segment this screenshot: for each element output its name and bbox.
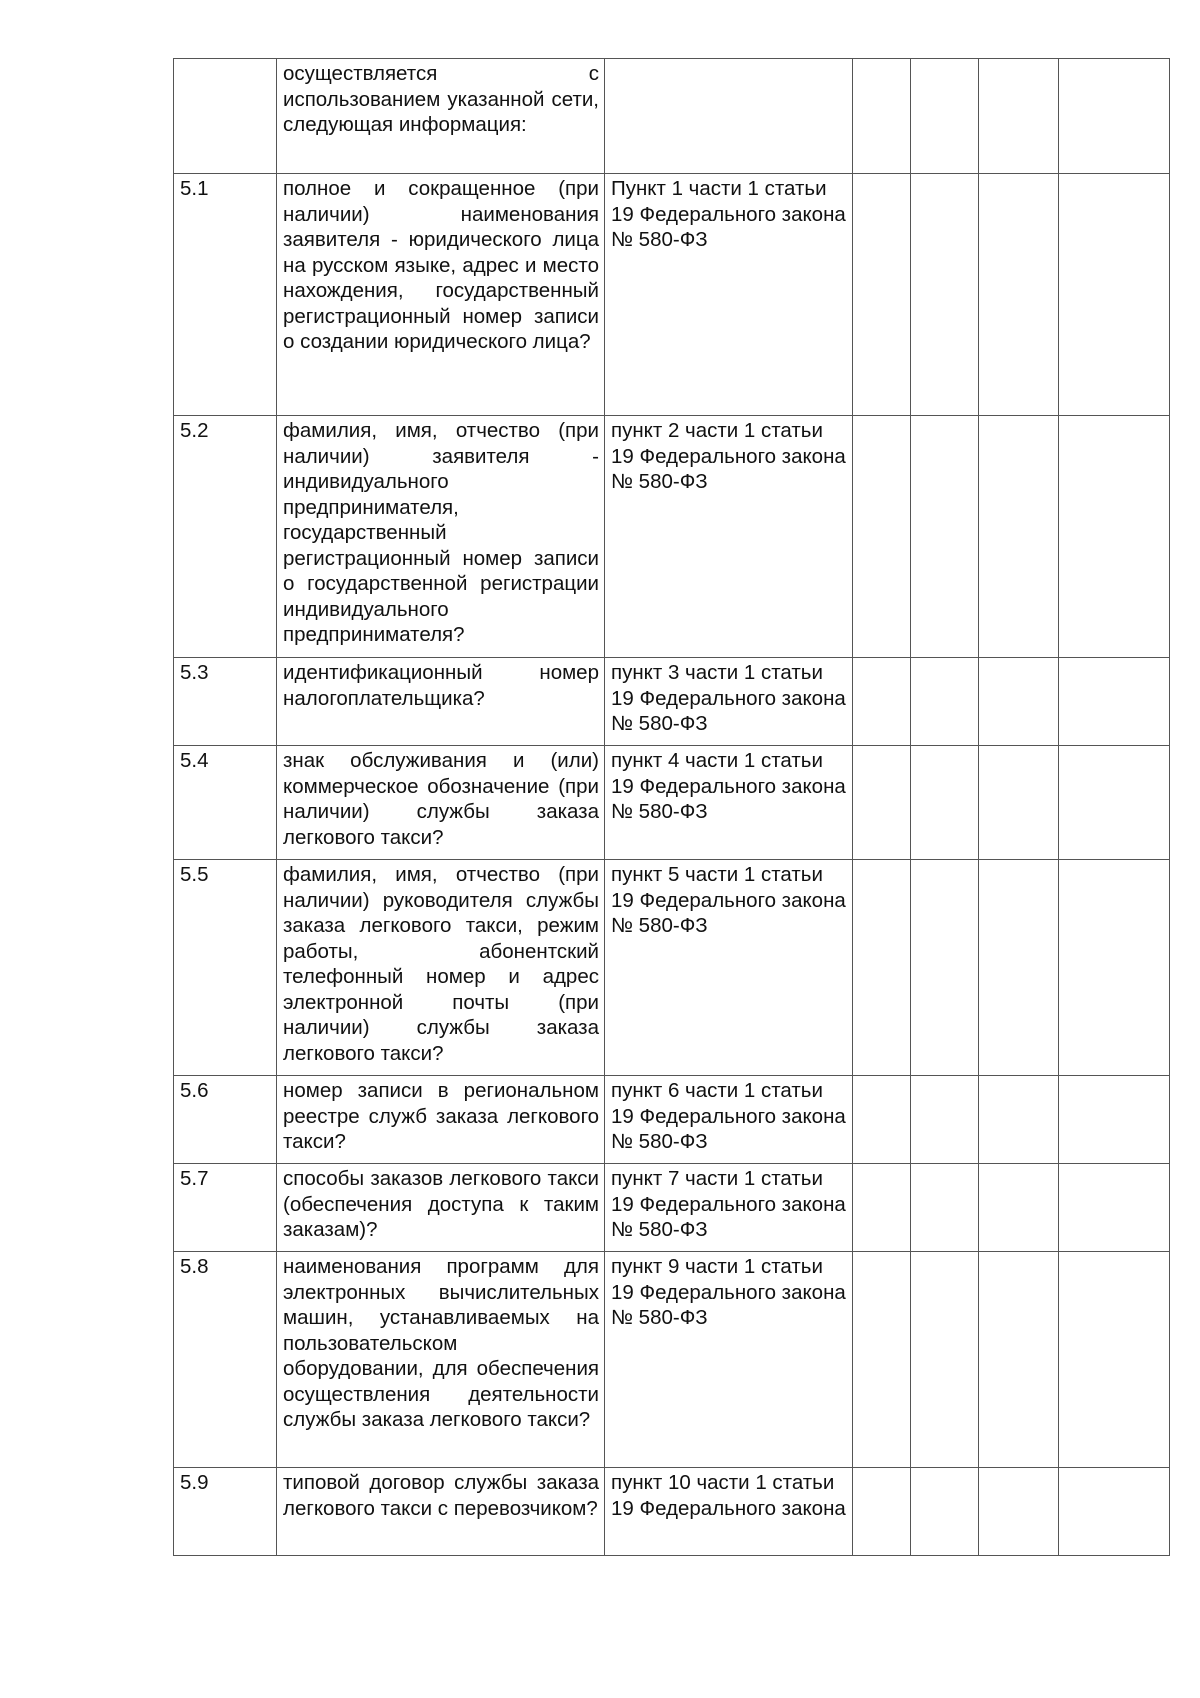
question-text: фамилия, имя, отчество (при наличии) заявителя - индивидуального предпринимателя, государственный регистрационный номер записи о государственной регистрации индивидуального предпринимателя? [277, 416, 605, 658]
legal-reference: пункт 7 части 1 статьи 19 Федерального закона № 580-ФЗ [605, 1164, 853, 1252]
question-text: типовой договор службы заказа легкового такси с перевозчиком? [277, 1468, 605, 1556]
item-number: 5.7 [174, 1164, 277, 1252]
table-row [174, 746, 1170, 860]
answer-cell-na [979, 1076, 1059, 1164]
legal-reference: пункт 4 части 1 статьи 19 Федерального закона № 580-ФЗ [605, 746, 853, 860]
table-row [174, 416, 1170, 658]
item-number [174, 59, 277, 174]
answer-cell-yes [853, 416, 911, 658]
answer-cell-yes [853, 860, 911, 1076]
note-cell [1059, 746, 1170, 860]
note-cell [1059, 416, 1170, 658]
answer-cell-yes [853, 1468, 911, 1556]
item-number: 5.8 [174, 1252, 277, 1468]
legal-reference: пункт 9 части 1 статьи 19 Федерального закона № 580-ФЗ [605, 1252, 853, 1468]
question-text: знак обслуживания и (или) коммерческое обозначение (при наличии) службы заказа легкового такси? [277, 746, 605, 860]
answer-cell-yes [853, 1252, 911, 1468]
answer-cell-no [911, 860, 979, 1076]
answer-cell-yes [853, 1076, 911, 1164]
answer-cell-na [979, 1468, 1059, 1556]
question-text: полное и сокращенное (при наличии) наименования заявителя - юридического лица на русском языке, адрес и место нахождения, государственный регистрационный номер записи о создании юридического лица? [277, 174, 605, 416]
legal-reference [605, 59, 853, 174]
answer-cell-na [979, 416, 1059, 658]
note-cell [1059, 1076, 1170, 1164]
item-number: 5.2 [174, 416, 277, 658]
answer-cell-no [911, 746, 979, 860]
question-text: идентификационный номер налогоплательщика? [277, 658, 605, 746]
legal-reference: пункт 6 части 1 статьи 19 Федерального закона № 580-ФЗ [605, 1076, 853, 1164]
answer-cell-yes [853, 658, 911, 746]
answer-cell-no [911, 658, 979, 746]
answer-cell-na [979, 59, 1059, 174]
answer-cell-na [979, 1252, 1059, 1468]
question-text: наименования программ для электронных вычислительных машин, устанавливаемых на пользовательском оборудовании, для обеспечения осуществления деятельности службы заказа легкового такси? [277, 1252, 605, 1468]
checklist-table [173, 58, 1170, 1556]
note-cell [1059, 1164, 1170, 1252]
legal-reference: пункт 10 части 1 статьи 19 Федерального закона [605, 1468, 853, 1556]
question-text: способы заказов легкового такси (обеспечения доступа к таким заказам)? [277, 1164, 605, 1252]
item-number: 5.9 [174, 1468, 277, 1556]
note-cell [1059, 59, 1170, 174]
question-text: номер записи в региональном реестре служб заказа легкового такси? [277, 1076, 605, 1164]
table-row [174, 1164, 1170, 1252]
note-cell [1059, 174, 1170, 416]
legal-reference: пункт 2 части 1 статьи 19 Федерального закона № 580-ФЗ [605, 416, 853, 658]
table-row [174, 1076, 1170, 1164]
table-row [174, 1468, 1170, 1556]
answer-cell-no [911, 416, 979, 658]
answer-cell-no [911, 1164, 979, 1252]
answer-cell-na [979, 860, 1059, 1076]
item-number: 5.1 [174, 174, 277, 416]
answer-cell-yes [853, 1164, 911, 1252]
question-text: осуществляется с использованием указанной сети, следующая информация: [277, 59, 605, 174]
table-row [174, 1252, 1170, 1468]
legal-reference: пункт 3 части 1 статьи 19 Федерального закона № 580-ФЗ [605, 658, 853, 746]
legal-reference: пункт 5 части 1 статьи 19 Федерального закона № 580-ФЗ [605, 860, 853, 1076]
answer-cell-no [911, 59, 979, 174]
answer-cell-yes [853, 746, 911, 860]
answer-cell-na [979, 658, 1059, 746]
answer-cell-no [911, 1468, 979, 1556]
question-text: фамилия, имя, отчество (при наличии) руководителя службы заказа легкового такси, режим работы, абонентский телефонный номер и адрес электронной почты (при наличии) службы заказа легкового такси? [277, 860, 605, 1076]
item-number: 5.4 [174, 746, 277, 860]
note-cell [1059, 860, 1170, 1076]
item-number: 5.6 [174, 1076, 277, 1164]
answer-cell-no [911, 1076, 979, 1164]
answer-cell-na [979, 174, 1059, 416]
table-row [174, 860, 1170, 1076]
answer-cell-yes [853, 174, 911, 416]
table-row [174, 658, 1170, 746]
item-number: 5.3 [174, 658, 277, 746]
answer-cell-na [979, 1164, 1059, 1252]
note-cell [1059, 1252, 1170, 1468]
table-row [174, 174, 1170, 416]
table-row [174, 59, 1170, 174]
item-number: 5.5 [174, 860, 277, 1076]
answer-cell-yes [853, 59, 911, 174]
answer-cell-no [911, 174, 979, 416]
legal-reference: Пункт 1 части 1 статьи 19 Федерального закона № 580-ФЗ [605, 174, 853, 416]
note-cell [1059, 1468, 1170, 1556]
answer-cell-no [911, 1252, 979, 1468]
answer-cell-na [979, 746, 1059, 860]
note-cell [1059, 658, 1170, 746]
